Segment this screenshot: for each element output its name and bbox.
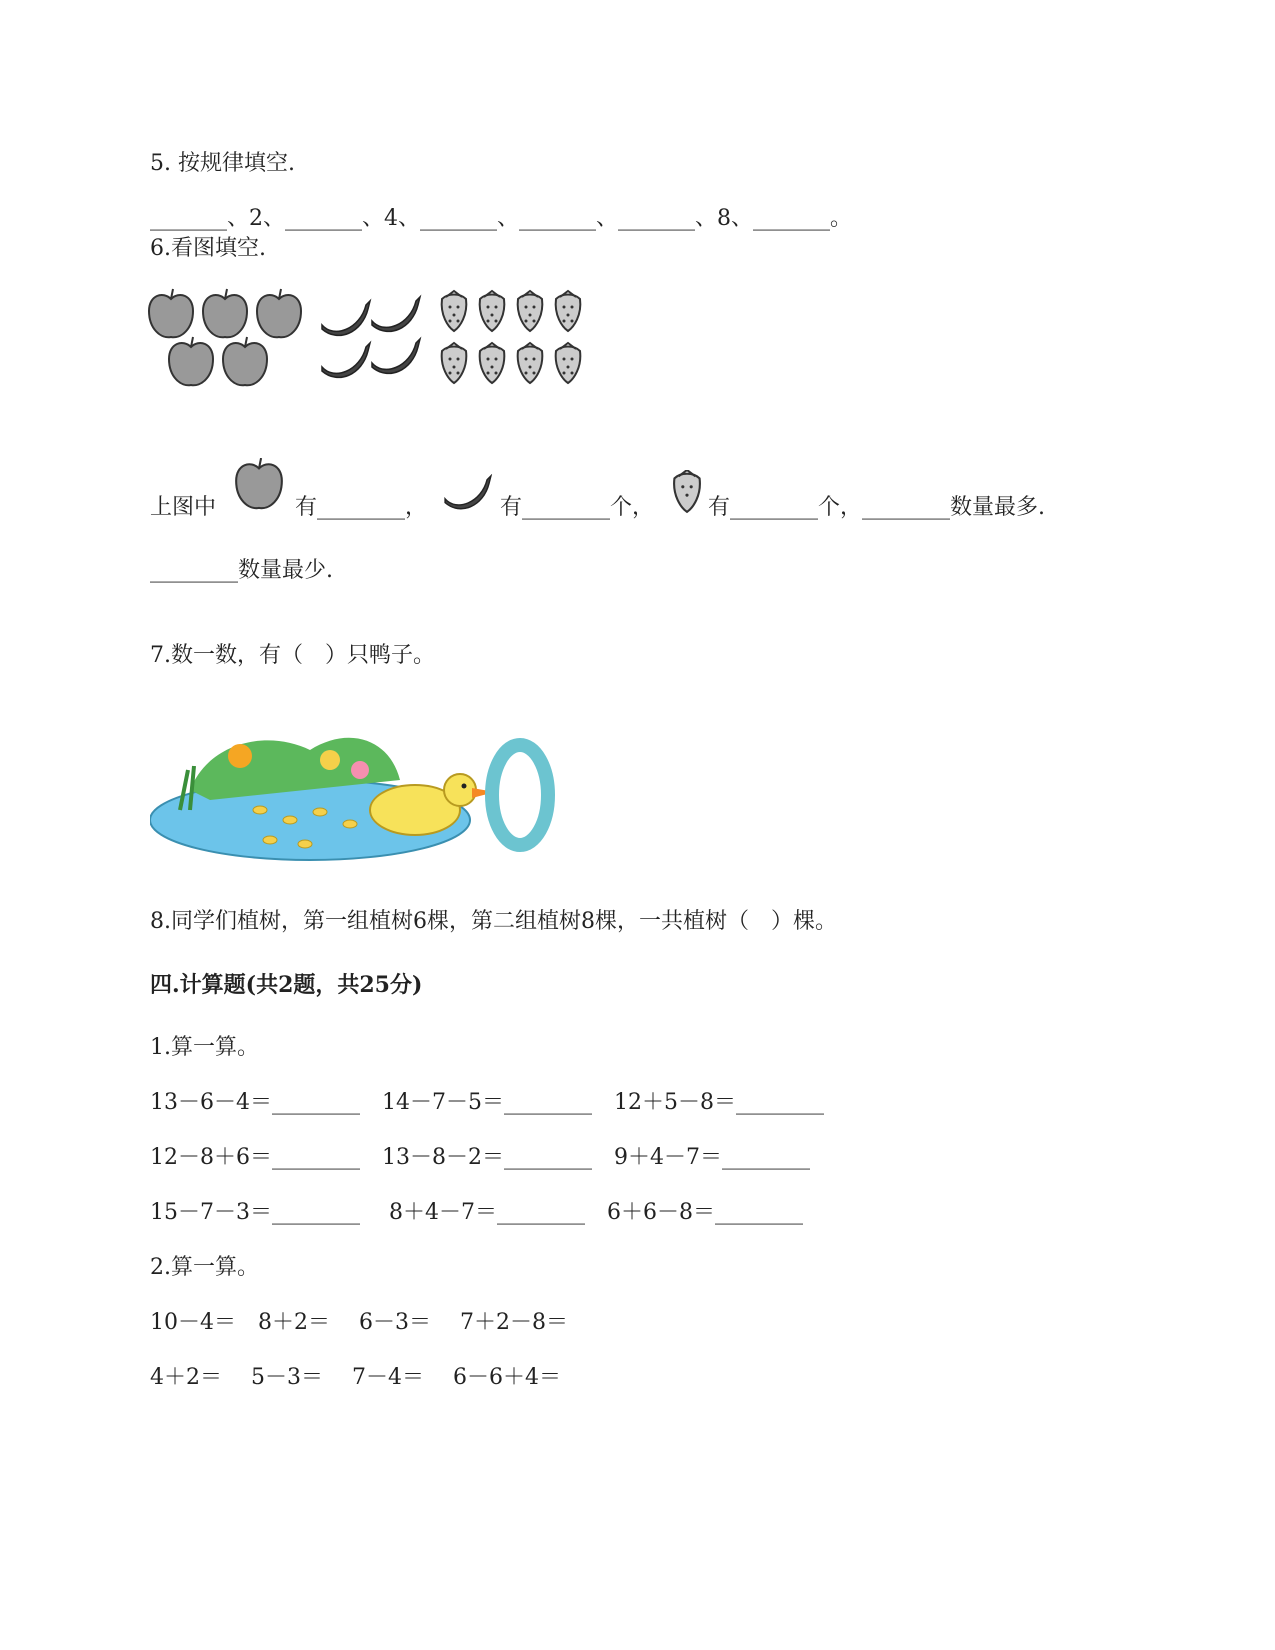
strawberry [442, 343, 467, 383]
strawberry [518, 343, 543, 383]
apple [223, 337, 267, 385]
q5-title: 5. 按规律填空. [150, 151, 295, 176]
strawberry [480, 343, 505, 383]
calc1-row: 12－8＋6＝________ 13－8－2＝________ 9＋4－7＝________ [150, 1145, 810, 1170]
banana [322, 343, 370, 377]
q6-prefix: 上图中 [150, 495, 217, 520]
calc1-row: 13－6－4＝________ 14－7－5＝________ 12＋5－8＝________ [150, 1090, 824, 1115]
calc1-title: 1.算一算。 [150, 1035, 259, 1060]
calc1-row: 15－7－3＝________ 8＋4－7＝________ 6＋6－8＝________ [150, 1200, 803, 1225]
q5-sequence: _______、2、_______、4、_______、_______、_______、8、_______。 [150, 206, 852, 231]
banana-icon [443, 474, 493, 516]
strawberry [556, 291, 581, 331]
calc2-row: 10－4＝ 8＋2＝ 6－3＝ 7＋2－8＝ [150, 1310, 568, 1335]
q7-title: 7.数一数，有（ ）只鸭子。 [150, 643, 435, 668]
calc2-title: 2.算一算。 [150, 1255, 259, 1280]
banana [322, 301, 370, 335]
q8-title: 8.同学们植树，第一组植树6棵，第二组植树8棵，一共植树（ ）棵。 [150, 909, 837, 934]
q6-seg-strawberry: 有________个，________数量最多. [708, 495, 1045, 520]
q6-title: 6.看图填空. [150, 236, 266, 261]
section-heading: 四.计算题(共2题，共25分) [150, 972, 423, 998]
banana [372, 339, 420, 373]
strawberry [480, 291, 505, 331]
apple [169, 337, 213, 385]
strawberry [518, 291, 543, 331]
apple [203, 289, 247, 337]
apple-icon [232, 458, 286, 510]
q6-line2: ________数量最少. [150, 558, 333, 583]
calc2-row: 4＋2＝ 5－3＝ 7－4＝ 6－6＋4＝ [150, 1365, 561, 1390]
banana [372, 297, 420, 331]
strawberry-icon [670, 470, 704, 514]
strawberry [442, 291, 467, 331]
strawberry [556, 343, 581, 383]
apple [257, 289, 301, 337]
apple [149, 289, 193, 337]
fruit-picture [145, 285, 595, 395]
q6-seg-banana: 有________个， [500, 495, 655, 520]
duck-pond-picture [150, 720, 570, 870]
q6-seg-apple: 有________， [295, 495, 428, 520]
